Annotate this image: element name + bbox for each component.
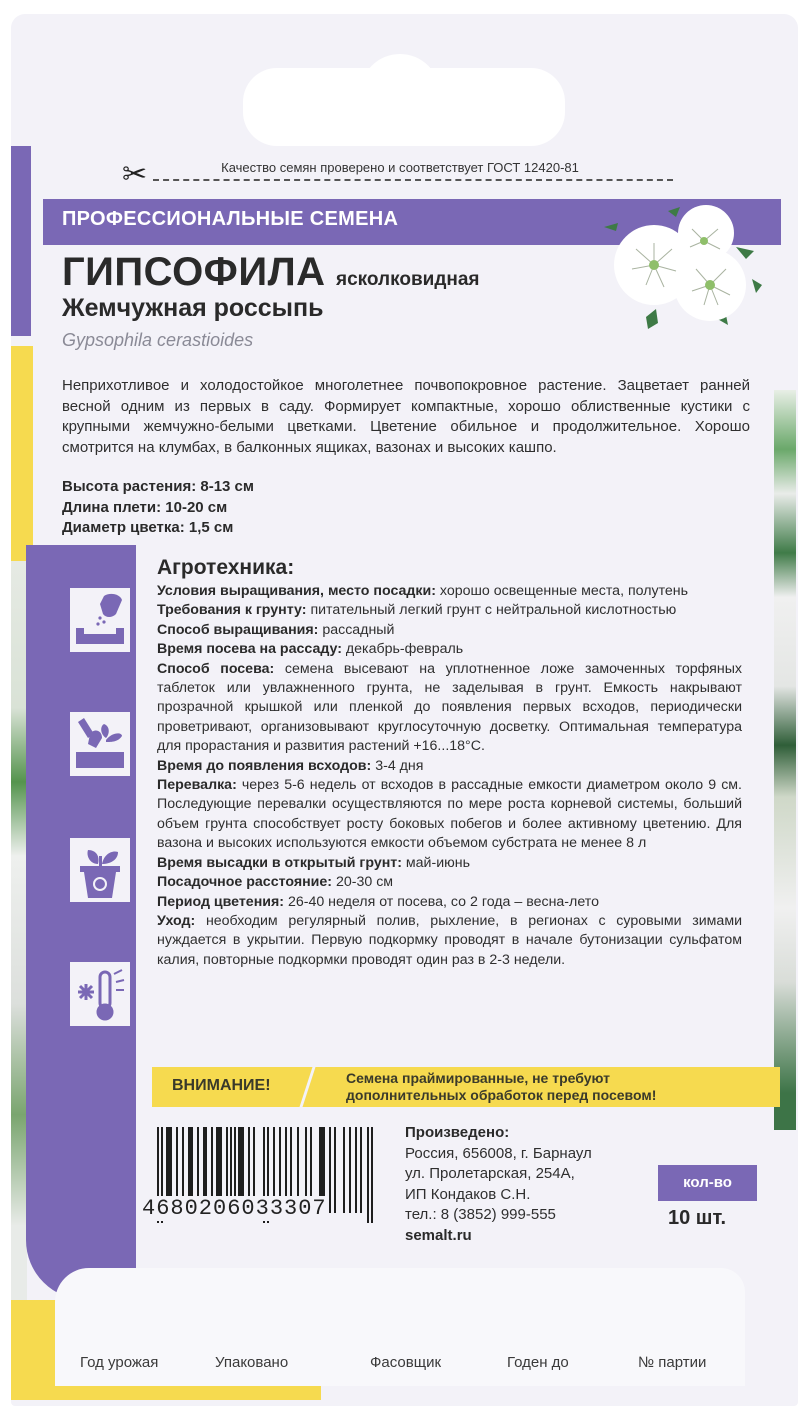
agro-item-outdoor-planting: Время высадки в открытый грунт: май-июнь	[157, 854, 470, 871]
spine-yellow	[11, 346, 33, 561]
agro-item-spacing: Посадочное расстояние: 20-30 см	[157, 874, 394, 891]
warning-banner	[152, 1067, 780, 1107]
barcode-number: 4680206033307	[142, 1196, 327, 1221]
warning-text: Семена праймированные, не требуют дополнительных обработок перед посевом!	[346, 1070, 657, 1103]
agro-list	[157, 582, 742, 970]
spec-vine-length: Длина плети: 10-20 см	[62, 498, 228, 516]
frost-thermometer-icon	[70, 962, 130, 1026]
photo-strip-right	[774, 390, 796, 1130]
agro-item-method: Способ выращивания: рассадный	[157, 621, 395, 638]
seedling-pot-icon	[70, 838, 130, 902]
description: Неприхотливое и холодостойкое многолетнее почвопокровное растение. Зацветает ранней весной одним из первых в саду. Формирует компактные, хорошо облиственные кустики с крупными жемчужно-белыми цветками. Цветение обильное и продолжительное. Хорошо смотрится на клумбах, в балконных ящиках, вазонах и высоких кашпо.	[62, 377, 750, 456]
agro-title: Агротехника:	[157, 556, 295, 579]
cut-line	[122, 160, 673, 190]
warning-label: ВНИМАНИЕ!	[172, 1077, 271, 1094]
planting-shovel-icon	[70, 712, 130, 776]
quantity-value: 10 шт.	[668, 1207, 727, 1229]
agro-item-transplant: Перевалка: через 5-6 недель от всходов в рассадные емкости диаметром около 9 см. Последующие перевалки осуществляются по мере роста корневой системы, больший объем грунта способствует росту боковых побегов и более активному цветению. Для вазона и высоких используются емкости объемом субстрата не менее 8 л	[157, 777, 742, 852]
product-title	[62, 250, 480, 295]
agro-item-conditions: Условия выращивания, место посадки: хорошо освещенные места, полутень	[157, 583, 689, 599]
photo-strip-left	[11, 560, 27, 1300]
spine-purple-top	[11, 146, 31, 336]
manufacturer-heading: Произведено:	[405, 1124, 510, 1141]
warning-divider	[300, 1067, 316, 1107]
gost-quality-text: Качество семян проверено и соответствует ГОСТ 12420-81	[221, 160, 579, 175]
sowing-hand-icon	[70, 588, 130, 652]
field-batch-number: № партии	[638, 1354, 707, 1371]
agro-item-care: Уход: необходим регулярный полив, рыхление, в регионах с суровыми зимами нуждается в укрытии. Первую подкормку проводят в начале бутонизации сульфатом калия, повторные подкормки проводят один раз в 2-3 недели.	[157, 912, 742, 968]
agro-item-germination: Время до появления всходов: 3-4 дня	[157, 757, 424, 774]
latin-name: Gypsophila cerastioides	[62, 330, 254, 350]
agro-item-flowering: Период цветения: 26-40 неделя от посева, со 2 года – весна-лето	[157, 893, 599, 910]
manufacturer-info: Произведено: Россия, 656008, г. Барнаул ул. Пролетарская, 254А, ИП Кондаков С.Н. тел.: 8 (3852) 999-555 semalt.ru	[405, 1124, 592, 1244]
field-expiry: Годен до	[507, 1354, 569, 1371]
spec-flower-diameter: Диаметр цветка: 1,5 см	[62, 519, 234, 536]
title-main: ГИПСОФИЛА	[62, 250, 326, 294]
dashed-cut-line	[153, 179, 673, 181]
specs-list	[62, 477, 254, 539]
title-sub: ясколковидная	[335, 269, 480, 290]
quantity-label: кол-во	[658, 1165, 757, 1201]
field-packed: Упаковано	[215, 1354, 289, 1371]
agro-item-sowing-time: Время посева на рассаду: декабрь-февраль	[157, 641, 464, 658]
hang-hole	[243, 68, 565, 146]
flower-illustration	[596, 205, 766, 345]
spine-purple-main	[26, 545, 136, 1300]
field-harvest-year: Год урожая	[80, 1354, 159, 1371]
band-label: ПРОФЕССИОНАЛЬНЫЕ СЕМЕНА	[62, 208, 399, 230]
website: semalt.ru	[405, 1226, 472, 1244]
field-packer: Фасовщик	[370, 1354, 442, 1371]
variety-name: Жемчужная россыпь	[62, 294, 324, 322]
spec-height: Высота растения: 8-13 см	[62, 478, 254, 495]
scissors-icon: ✂	[122, 158, 148, 191]
agro-item-soil: Требования к грунту: питательный легкий грунт с нейтральной кислотностью	[157, 602, 677, 619]
agro-item-sowing-method: Способ посева: семена высевают на уплотненное ложе замоченных торфяных таблеток или увлажненного грунта, не заделывая в грунт. Емкость накрывают прозрачной крышкой или пленкой до появления первых всходов, периодически проветривают, организовывают круглосуточную досветку. Оптимальная температура для прорастания и развития растений +16...18°С.	[157, 660, 742, 755]
